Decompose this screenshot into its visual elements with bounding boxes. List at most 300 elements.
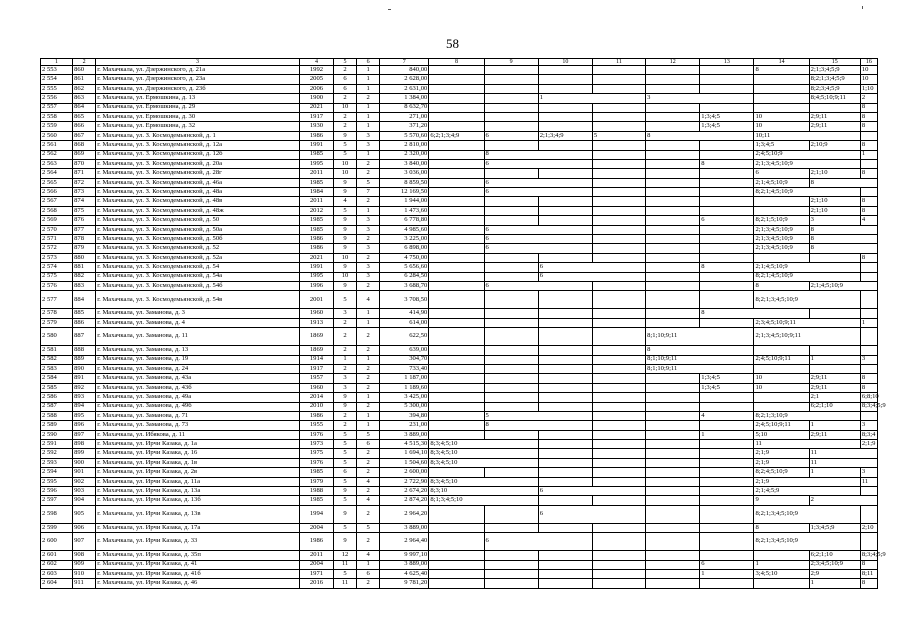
house-id: 882 (73, 272, 96, 281)
plan-cell (646, 225, 700, 234)
area: 2 810,00 (380, 141, 429, 150)
plan-cell (592, 169, 645, 178)
plan-cell (860, 206, 877, 215)
plan-cell (538, 477, 592, 486)
house-id: 889 (73, 355, 96, 364)
plan-cell (860, 523, 877, 532)
row-number: 2 577 (41, 291, 73, 309)
plan-cell (860, 103, 877, 112)
plan-cell (429, 364, 484, 373)
row-number: 2 580 (41, 328, 73, 346)
plan-cell (429, 178, 484, 187)
plan-cell (646, 291, 700, 309)
plan-cell (538, 383, 592, 392)
plan-value: 2;9;11 (810, 112, 828, 120)
plan-cell (646, 197, 700, 206)
address: г. Махачкала, ул. Ермошкина, д. 29 (96, 103, 300, 112)
build-year: 2005 (299, 75, 333, 84)
plan-cell (538, 84, 592, 93)
plan-cell (754, 206, 809, 215)
area: 3 708,50 (380, 291, 429, 309)
entrances: 2 (357, 468, 380, 477)
address: г. Махачкала, ул. Дзержинского, д. 21а (96, 66, 300, 75)
house-id: 900 (73, 458, 96, 467)
plan-value: 8;3;4;5;10 (430, 449, 458, 457)
floors: 9 (334, 281, 357, 290)
plan-cell (860, 569, 877, 578)
entrances: 1 (357, 84, 380, 93)
table-row (41, 188, 878, 197)
plan-cell (592, 430, 645, 439)
plan-cell (809, 244, 877, 253)
plan-value: 2 (861, 94, 866, 102)
address: г. Махачкала, ул. Ирчи Казака, д. 13а (96, 487, 300, 496)
plan-cell (809, 178, 877, 187)
table-row (41, 235, 878, 244)
plan-cell (592, 496, 645, 505)
entrances: 4 (357, 551, 380, 560)
build-year: 2011 (299, 197, 333, 206)
plan-value: 8 (861, 122, 866, 130)
plan-cell (484, 150, 592, 159)
plan-value: 8 (647, 346, 651, 354)
house-id: 903 (73, 487, 96, 496)
column-header: 3 (96, 59, 300, 66)
plan-value: 8;1;10;9;11 (647, 364, 678, 372)
area: 3 036,00 (380, 169, 429, 178)
plan-cell (646, 411, 700, 420)
plan-cell (646, 216, 700, 225)
plan-cell (592, 551, 645, 560)
house-id: 864 (73, 103, 96, 112)
plan-cell (860, 430, 877, 439)
plan-cell (538, 430, 592, 439)
house-id: 872 (73, 178, 96, 187)
plan-cell (538, 103, 592, 112)
plan-cell (592, 112, 645, 121)
address: г. Махачкала, ул. Дзержинского, д. 23б (96, 84, 300, 93)
plan-cell (592, 75, 645, 84)
plan-value: 1 (539, 94, 544, 102)
house-id: 877 (73, 225, 96, 234)
column-header: 14 (754, 59, 809, 66)
row-number: 2 604 (41, 579, 73, 588)
plan-cell (429, 281, 484, 290)
plan-cell (809, 75, 860, 84)
area: 639,00 (380, 346, 429, 355)
plan-value: 2;9;11 (810, 374, 828, 382)
plan-cell (429, 458, 538, 467)
plan-cell (700, 430, 754, 439)
plan-value: 8;2;4;5;10;9 (755, 468, 788, 476)
plan-value: 8;2;1;4;5;10;9 (755, 187, 793, 195)
plan-cell (592, 244, 645, 253)
column-number-row (41, 59, 878, 66)
plan-cell (754, 253, 809, 262)
plan-cell (538, 496, 592, 505)
house-id: 862 (73, 84, 96, 93)
plan-value: 1 (861, 318, 866, 326)
plan-cell (429, 235, 484, 244)
build-year: 1985 (299, 178, 333, 187)
plan-cell (860, 579, 877, 588)
plan-cell (429, 66, 484, 75)
plan-cell (646, 533, 700, 551)
plan-cell (429, 244, 484, 253)
plan-cell (646, 355, 754, 364)
address: г. Махачкала, ул. Ирчи Казака, д. 13в (96, 505, 300, 523)
plan-cell (646, 505, 700, 523)
plan-cell (860, 94, 877, 103)
floors: 9 (334, 402, 357, 411)
plan-value: 2;1;4;5;9 (755, 486, 780, 494)
plan-cell (809, 206, 860, 215)
address: г. Махачкала, ул. З. Космодемьянской, д. 48а (96, 188, 300, 197)
plan-cell (754, 411, 860, 420)
area: 6 898,00 (380, 244, 429, 253)
build-year: 1957 (299, 374, 333, 383)
plan-cell (754, 355, 809, 364)
entrances: 2 (357, 487, 380, 496)
build-year: 1976 (299, 458, 333, 467)
plan-cell (484, 318, 538, 327)
plan-cell (860, 84, 877, 93)
area: 1 944,00 (380, 197, 429, 206)
address: г. Махачкала, ул. З. Космодемьянской, д. 52 (96, 244, 300, 253)
plan-value: 2;1;4;5;10;9 (755, 178, 788, 186)
plan-cell (700, 169, 754, 178)
plan-value: 1;3;4;5 (701, 374, 720, 382)
plan-value: 6 (485, 131, 489, 139)
plan-cell (860, 272, 877, 281)
house-id: 880 (73, 253, 96, 262)
table-row (41, 449, 878, 458)
floors: 9 (334, 393, 357, 402)
area: 733,40 (380, 364, 429, 373)
plan-value: 3 (810, 216, 814, 224)
area: 414,90 (380, 309, 429, 318)
address: г. Махачкала, ул. Ирчи Казака, д. 41б (96, 569, 300, 578)
build-year: 1985 (299, 225, 333, 234)
plan-cell (592, 66, 645, 75)
plan-cell (592, 523, 645, 532)
plan-cell (484, 393, 538, 402)
table-row (41, 421, 878, 430)
column-header: 1 (41, 59, 73, 66)
build-year: 1995 (299, 159, 333, 168)
build-year: 1984 (299, 188, 333, 197)
entrances: 3 (357, 225, 380, 234)
plan-cell (700, 178, 754, 187)
floors: 3 (334, 383, 357, 392)
build-year: 1913 (299, 318, 333, 327)
column-header: 12 (646, 59, 700, 66)
plan-cell (484, 206, 538, 215)
plan-cell (860, 75, 877, 84)
address: г. Махачкала, ул. З. Космодемьянской, д. 50 (96, 216, 300, 225)
plan-value: 10 (861, 65, 869, 73)
floors: 5 (334, 440, 357, 449)
plan-cell (646, 440, 700, 449)
plan-cell (860, 159, 877, 168)
build-year: 2012 (299, 206, 333, 215)
row-number: 2 570 (41, 225, 73, 234)
plan-cell (700, 560, 754, 569)
plan-value: 11 (810, 449, 818, 457)
plan-value: 2;1;3;4;5;10;9;11 (755, 332, 802, 340)
plan-value: 8;2;1;3;4;5;10;9 (755, 537, 798, 545)
plan-cell (538, 122, 592, 131)
page-number: 58 (446, 36, 459, 51)
plan-cell (646, 579, 700, 588)
plan-cell (484, 244, 592, 253)
address: г. Махачкала, ул. З. Космодемьянской, д. 20а (96, 159, 300, 168)
plan-cell (429, 75, 484, 84)
build-year: 1986 (299, 235, 333, 244)
plan-cell (538, 272, 645, 281)
plan-cell (429, 551, 484, 560)
entrances: 4 (357, 291, 380, 309)
area: 4 515,30 (380, 440, 429, 449)
plan-value: 8 (701, 159, 705, 167)
column-header: 11 (592, 59, 645, 66)
plan-cell (809, 235, 877, 244)
plan-cell (700, 477, 754, 486)
address: г. Махачкала, ул. Ермошкина, д. 32 (96, 122, 300, 131)
plan-value: 10;11 (755, 131, 771, 139)
plan-cell (754, 94, 809, 103)
plan-cell (592, 235, 645, 244)
plan-cell (538, 216, 592, 225)
area: 394,80 (380, 411, 429, 420)
plan-cell (592, 560, 645, 569)
plan-value: 8;3;4;5;10 (430, 458, 458, 466)
plan-cell (538, 197, 592, 206)
house-id: 870 (73, 159, 96, 168)
entrances: 3 (357, 263, 380, 272)
plan-cell (809, 421, 860, 430)
plan-cell (646, 560, 700, 569)
plan-value: 6 (539, 272, 544, 280)
plan-value: 8 (810, 225, 814, 233)
plan-value: 1 (701, 569, 705, 577)
plan-cell (809, 458, 877, 467)
plan-cell (429, 383, 484, 392)
house-id: 860 (73, 66, 96, 75)
plan-cell (646, 131, 754, 140)
table-row (41, 560, 878, 569)
plan-cell (809, 216, 860, 225)
entrances: 2 (357, 533, 380, 551)
table-row (41, 178, 878, 187)
row-number: 2 597 (41, 496, 73, 505)
plan-cell (700, 551, 754, 560)
housing-register-table (40, 58, 886, 589)
floors: 4 (334, 197, 357, 206)
area: 3 889,00 (380, 560, 429, 569)
address: г. Махачкала, ул. З. Космодемьянской, д. 46а (96, 178, 300, 187)
plan-cell (429, 84, 484, 93)
floors: 11 (334, 560, 357, 569)
area: 2 964,20 (380, 505, 429, 523)
plan-cell (809, 112, 860, 121)
table-row (41, 272, 878, 281)
build-year: 2004 (299, 523, 333, 532)
plan-cell (700, 206, 754, 215)
plan-cell (429, 318, 484, 327)
floors: 5 (334, 458, 357, 467)
entrances: 3 (357, 216, 380, 225)
plan-cell (484, 523, 538, 532)
row-number: 2 572 (41, 244, 73, 253)
plan-cell (700, 309, 809, 318)
build-year: 2006 (299, 84, 333, 93)
plan-cell (592, 458, 645, 467)
row-number: 2 591 (41, 440, 73, 449)
address: г. Махачкала, ул. З. Космодемьянской, д. 52а (96, 253, 300, 262)
plan-cell (860, 216, 877, 225)
plan-value: 8;3;4;5;9 (861, 551, 886, 559)
plan-cell (754, 66, 809, 75)
area: 8 632,70 (380, 103, 429, 112)
row-number: 2 563 (41, 159, 73, 168)
row-number: 2 588 (41, 411, 73, 420)
scan-mark (862, 6, 863, 9)
plan-cell (860, 291, 877, 309)
area: 2 631,00 (380, 84, 429, 93)
plan-cell (809, 579, 860, 588)
build-year: 2001 (299, 291, 333, 309)
plan-cell (484, 281, 592, 290)
entrances: 2 (357, 505, 380, 523)
address: г. Махачкала, ул. З. Космодемьянской, д. 28г (96, 169, 300, 178)
floors: 9 (334, 178, 357, 187)
table-row (41, 579, 878, 588)
plan-value: 8;2;1;3;10;9 (755, 411, 788, 419)
plan-value: 1;10 (861, 84, 874, 92)
plan-cell (754, 533, 860, 551)
row-number: 2 557 (41, 103, 73, 112)
plan-cell (700, 281, 754, 290)
plan-value: 2;1;9 (755, 449, 770, 457)
plan-cell (592, 84, 645, 93)
plan-cell (429, 253, 484, 262)
floors: 3 (334, 374, 357, 383)
build-year: 1955 (299, 421, 333, 430)
plan-value: 6 (539, 510, 544, 517)
plan-value: 3 (861, 468, 866, 476)
plan-value: 6 (539, 486, 544, 494)
area: 5 656,60 (380, 263, 429, 272)
row-number: 2 554 (41, 75, 73, 84)
plan-cell (538, 66, 592, 75)
house-id: 874 (73, 197, 96, 206)
row-number: 2 599 (41, 523, 73, 532)
plan-cell (860, 505, 877, 523)
row-number: 2 567 (41, 197, 73, 206)
plan-value: 8 (861, 197, 866, 205)
area: 1 189,60 (380, 383, 429, 392)
plan-cell (754, 178, 809, 187)
plan-cell (429, 122, 484, 131)
house-id: 902 (73, 477, 96, 486)
row-number: 2 579 (41, 318, 73, 327)
plan-cell (754, 235, 809, 244)
row-number: 2 600 (41, 533, 73, 551)
plan-cell (538, 346, 592, 355)
plan-value: 8 (861, 141, 866, 149)
plan-cell (646, 523, 700, 532)
row-number: 2 595 (41, 477, 73, 486)
plan-cell (860, 188, 877, 197)
plan-value: 8 (861, 206, 866, 214)
entrances: 1 (357, 560, 380, 569)
entrances: 2 (357, 169, 380, 178)
plan-cell (538, 328, 592, 346)
plan-cell (429, 569, 484, 578)
floors: 10 (334, 272, 357, 281)
house-id: 894 (73, 402, 96, 411)
plan-cell (860, 355, 877, 364)
plan-cell (429, 216, 484, 225)
plan-cell (429, 393, 484, 402)
plan-value: 2 (810, 496, 814, 504)
plan-value: 10 (755, 383, 763, 391)
plan-cell (754, 551, 809, 560)
plan-value: 2;9;11 (810, 430, 828, 438)
plan-cell (429, 150, 484, 159)
plan-cell (646, 393, 700, 402)
plan-cell (538, 364, 592, 373)
entrances: 2 (357, 402, 380, 411)
plan-cell (754, 131, 860, 140)
address: г. Махачкала, ул. Заманова, д. 43а (96, 374, 300, 383)
row-number: 2 589 (41, 421, 73, 430)
floors: 9 (334, 533, 357, 551)
entrances: 2 (357, 281, 380, 290)
plan-cell (429, 523, 484, 532)
house-id: 867 (73, 131, 96, 140)
row-number: 2 575 (41, 272, 73, 281)
plan-cell (429, 206, 484, 215)
plan-cell (646, 141, 700, 150)
row-number: 2 592 (41, 449, 73, 458)
floors: 11 (334, 579, 357, 588)
entrances: 2 (357, 346, 380, 355)
row-number: 2 561 (41, 141, 73, 150)
plan-cell (754, 496, 809, 505)
plan-value: 6;2;1;10 (810, 551, 833, 559)
table-row (41, 440, 878, 449)
plan-cell (646, 309, 700, 318)
plan-cell (860, 66, 877, 75)
plan-cell (700, 225, 754, 234)
plan-cell (592, 150, 645, 159)
plan-value: 8;2;1;3;4;5;9 (810, 75, 845, 83)
table-row (41, 159, 878, 168)
entrances: 1 (357, 393, 380, 402)
table-row (41, 411, 878, 420)
plan-value: 2;1;3;4;9 (539, 131, 564, 139)
area: 1 473,60 (380, 206, 429, 215)
plan-cell (592, 216, 645, 225)
plan-value: 2;1;4;5;10;9 (810, 281, 843, 289)
plan-value: 6 (485, 178, 489, 186)
row-number: 2 560 (41, 131, 73, 140)
row-number: 2 566 (41, 188, 73, 197)
plan-cell (592, 281, 645, 290)
house-id: 885 (73, 309, 96, 318)
